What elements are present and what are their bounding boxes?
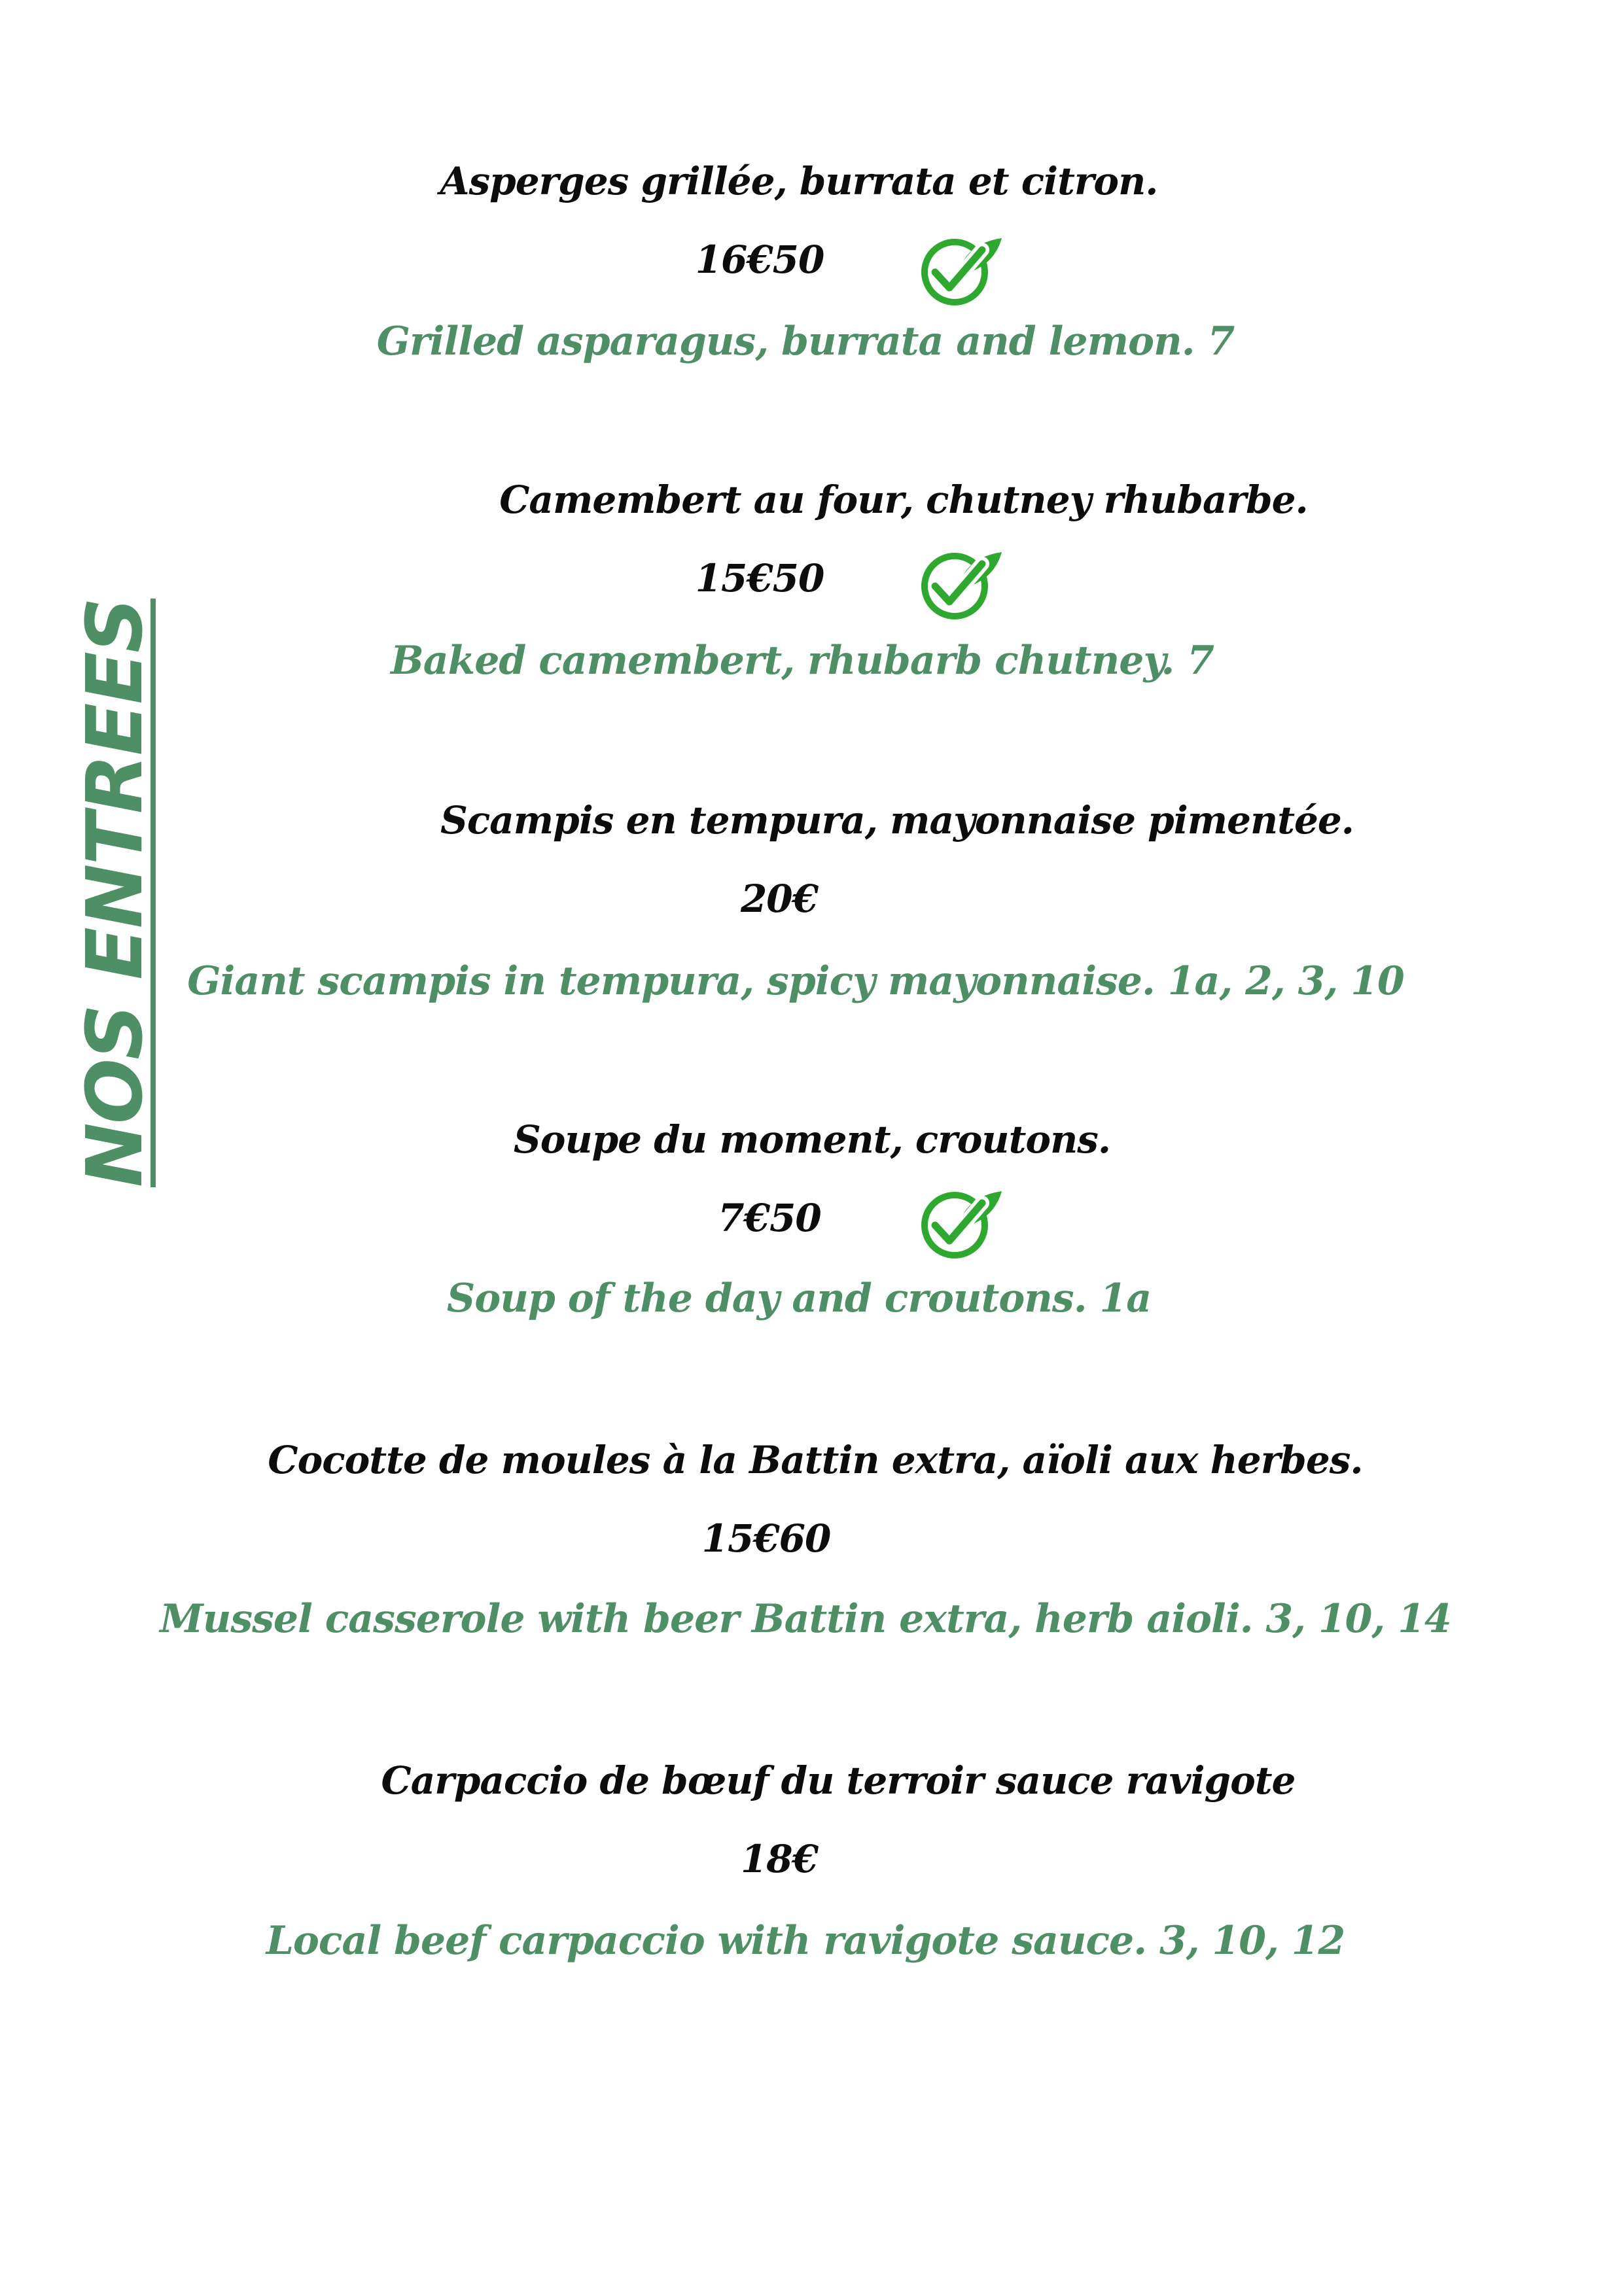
dish-6-name-en: Local beef carpaccio with ravigote sauce. 3, 10, 12 xyxy=(266,1918,1345,1964)
dish-6-price: 18€ xyxy=(740,1837,819,1881)
vegetarian-check-leaf-icon xyxy=(919,1187,1004,1261)
dish-3-price: 20€ xyxy=(740,877,819,921)
dish-4-name-en: Soup of the day and croutons. 1a xyxy=(446,1276,1152,1321)
dish-6-name-fr: Carpaccio de bœuf du terroir sauce ravigote xyxy=(381,1758,1296,1803)
dish-1-price: 16€50 xyxy=(695,237,824,282)
dish-3-name-en: Giant scampis in tempura, spicy mayonnaise. 1a, 2, 3, 10 xyxy=(187,958,1404,1004)
dish-5-name-en: Mussel casserole with beer Battin extra, herb aioli. 3, 10, 14 xyxy=(160,1596,1451,1642)
dish-1-name-fr: Asperges grillée, burrata et citron. xyxy=(440,159,1158,203)
dish-3-name-fr: Scampis en tempura, mayonnaise pimentée. xyxy=(440,798,1354,843)
dish-4-name-fr: Soupe du moment, croutons. xyxy=(513,1117,1111,1162)
vegetarian-check-leaf-icon xyxy=(919,234,1004,307)
vegetarian-check-leaf-icon xyxy=(919,548,1004,621)
dish-2-price: 15€50 xyxy=(695,556,824,600)
dish-5-price: 15€60 xyxy=(701,1516,831,1561)
dish-1-name-en: Grilled asparagus, burrata and lemon. 7 xyxy=(376,319,1235,364)
dish-5-name-fr: Cocotte de moules à la Battin extra, aïoli aux herbes. xyxy=(268,1438,1363,1482)
dish-4-price: 7€50 xyxy=(718,1196,821,1240)
dish-2-name-fr: Camembert au four, chutney rhubarbe. xyxy=(499,478,1308,522)
dish-2-name-en: Baked camembert, rhubarb chutney. 7 xyxy=(391,638,1214,684)
section-title: NOS ENTREES xyxy=(69,598,160,1188)
